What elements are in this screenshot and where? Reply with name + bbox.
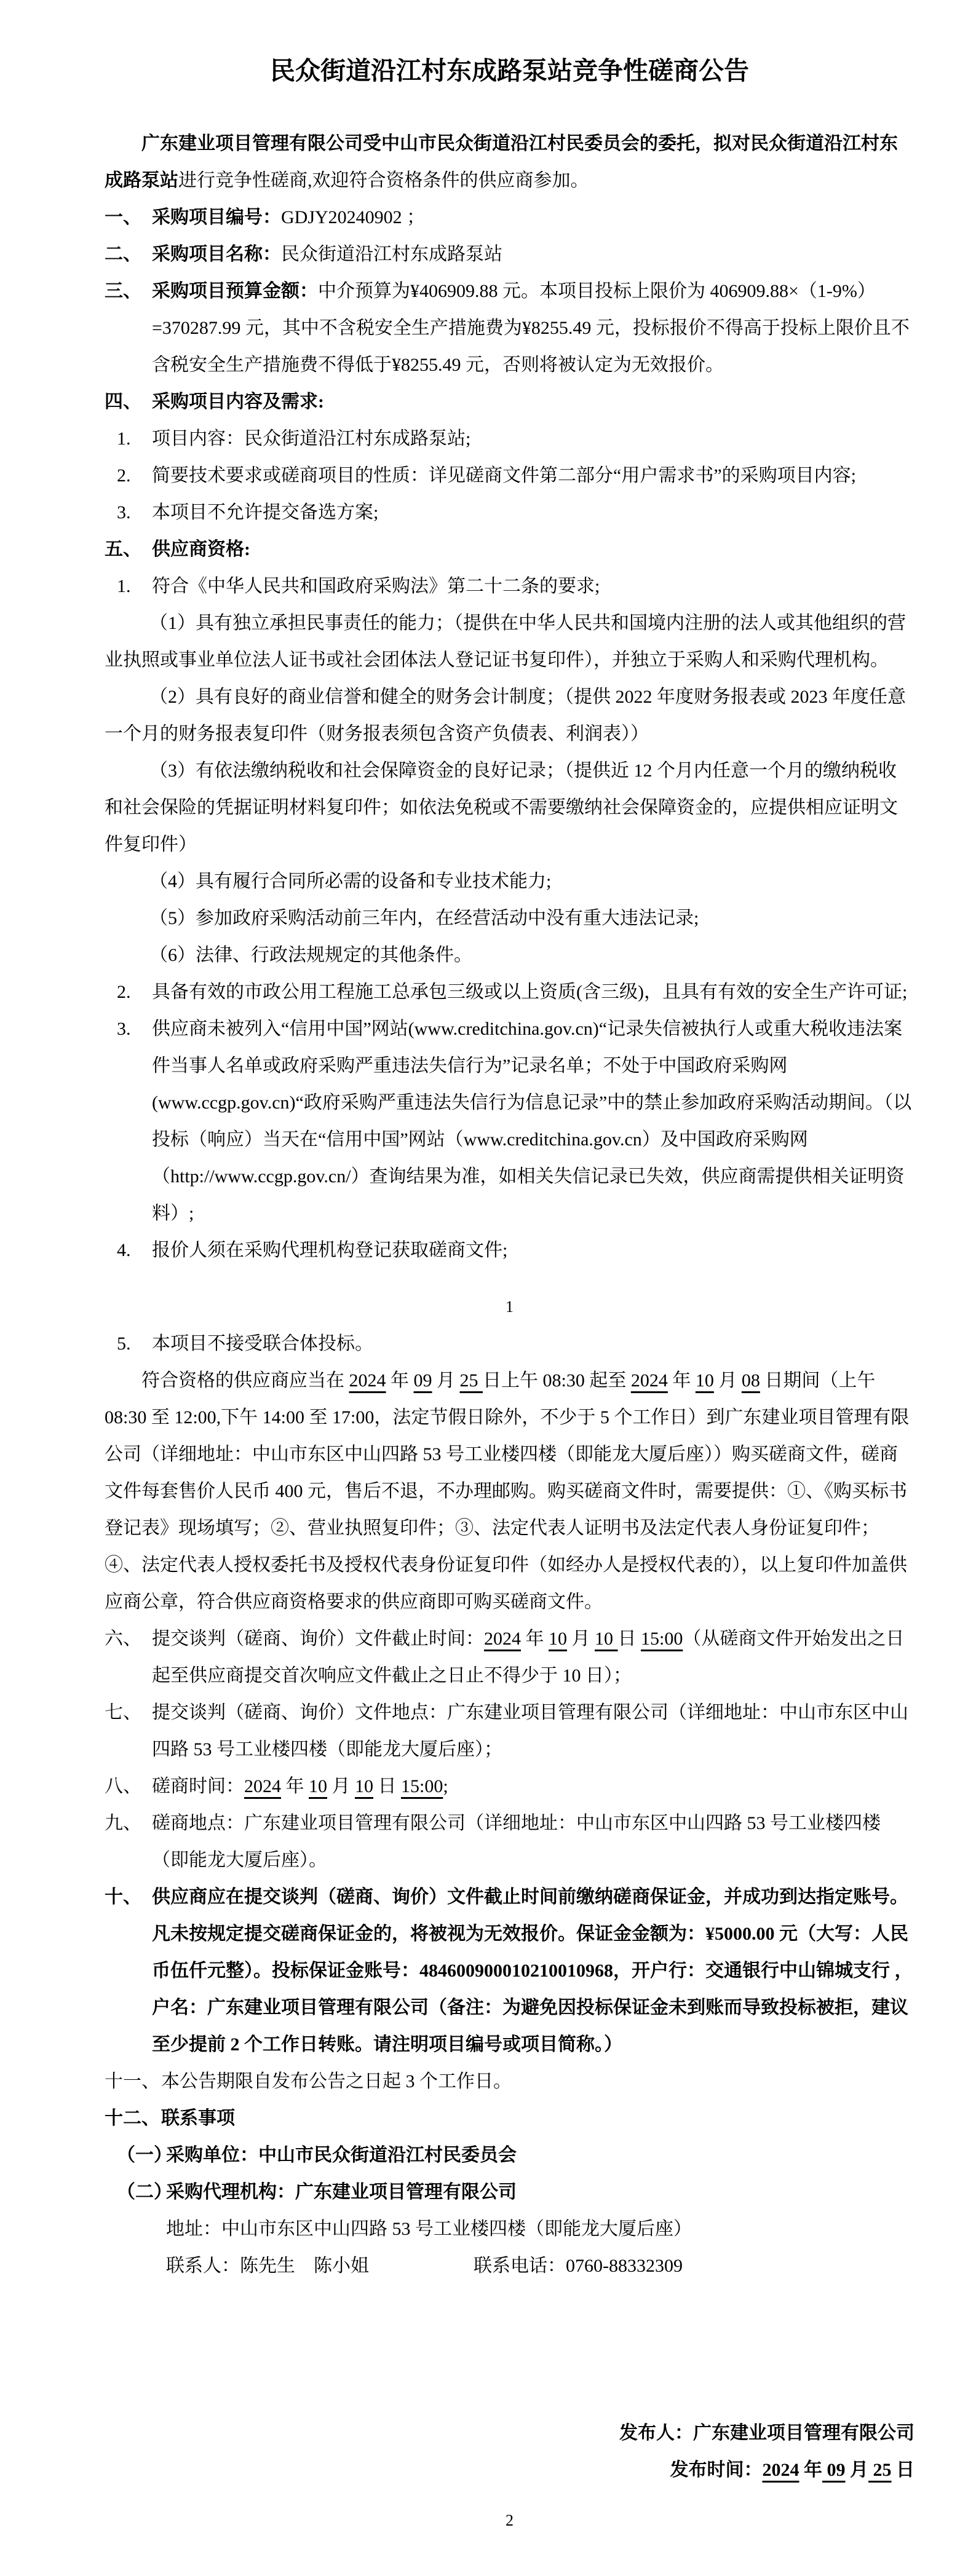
item-6-deadline-run-6: 10 <box>595 1629 618 1649</box>
publish-date-line-run-4: 月 <box>845 2460 868 2480</box>
item-7-submit-location-run-1: 提交谈判（磋商、询价）文件地点：广东建业项目管理有限公司（详细地址：中山市东区中山四路 53 号工业楼四楼（即能龙大厦后座）； <box>152 1702 908 1760</box>
document-purchase-paragraph-run-6: 日上午 08:30 起至 <box>483 1370 631 1391</box>
item-3-budget-run-1: 采购项目预算金额： <box>152 281 318 301</box>
item-7-submit-location <box>105 1694 915 1768</box>
item-5-sub-2-run-1: 具备有效的市政公用工程施工总承包三级或以上资质(含三级)，且具有有效的安全生产许可证; <box>152 982 908 1002</box>
publisher-line <box>105 2415 915 2452</box>
document-purchase-paragraph-run-4: 月 <box>432 1370 460 1391</box>
intro-paragraph-run-0: 广东建业项目管理有限公司受中山市民众街道沿江村民委员会的委托，拟对民众街道沿江村东成路泵站 <box>105 133 898 191</box>
page-number-2-run-0: 2 <box>506 2511 514 2529</box>
item-5-sub-5-run-1: 本项目不接受联合体投标。 <box>152 1333 373 1354</box>
item-5-qualification-header-run-1: 供应商资格: <box>152 539 250 559</box>
item-8-negotiation-time-run-3: 年 <box>281 1776 309 1796</box>
item-11-announcement-period-run-1: 本公告期限自发布公告之日起 3 个工作日。 <box>161 2071 512 2092</box>
page-number-2 <box>105 2502 915 2539</box>
qual-detail-1 <box>105 605 915 679</box>
item-4-sub-3-run-0: 3. <box>117 502 131 523</box>
qual-detail-1-run-0: （1）具有独立承担民事责任的能力；（提供在中华人民共和国境内注册的法人或其他组织的营业执照或事业单位法人证书或社会团体法人登记证书复印件），并独立于采购人和采购代理机构。 <box>105 613 906 670</box>
item-10-deposit-run-1: 供应商应在提交谈判（磋商、询价）文件截止时间前缴纳磋商保证金，并成功到达指定账号。凡未按规定提交磋商保证金的，将被视为无效报价。保证金金额为：¥5000.00 元（大写：人民币伍仟元整）。投标保证金账号：484600900010210010968，开户行：交通银行中山锦城支行 ，户名：广东建业项目管理有限公司（备注：为避免因投标保证金未到账而导致投标被拒，建议至少提前 2 个工作日转账。请注明项目编号或项目简称。） <box>152 1887 913 2055</box>
item-1-project-number <box>105 199 915 236</box>
intro-paragraph-run-1: 进行竞争性磋商,欢迎符合资格条件的供应商参加。 <box>178 170 589 191</box>
publisher-line-run-0: 发布人：广东建业项目管理有限公司 <box>619 2423 915 2443</box>
item-9-negotiation-location-run-1: 磋商地点：广东建业项目管理有限公司（详细地址：中山市东区中山四路 53 号工业楼四楼（即能龙大厦后座）。 <box>152 1813 881 1870</box>
item-12-contact-header <box>105 2100 915 2137</box>
item-5-sub-4 <box>117 1232 915 1269</box>
page-number-1-run-0: 1 <box>506 1298 514 1316</box>
document-purchase-paragraph-run-9: 10 <box>695 1370 714 1391</box>
publish-date-line-run-0: 发布时间： <box>670 2460 763 2480</box>
item-4-sub-1 <box>117 421 915 457</box>
item-6-deadline-run-4: 10 <box>549 1629 567 1649</box>
document-purchase-paragraph-run-7: 2024 <box>630 1370 668 1391</box>
contact-agency-run-1: 采购代理机构：广东建业项目管理有限公司 <box>166 2182 517 2202</box>
document-purchase-paragraph-run-10: 月 <box>713 1370 742 1391</box>
item-5-sub-3-run-1: 供应商未被列入“信用中国”网站(www.creditchina.gov.cn)“记录失信被执行人或重大税收违法案件当事人名单或政府采购严重违法失信行为”记录名单；不处于中国政府采购网(www.ccgp.gov.cn)“政府采购严重违法失信行为信息记录”中的禁止参加政府采购活动期间。（以投标（响应）当天在“信用中国”网站（www.creditchina.gov.cn）及中国政府采购网（http://www.ccgp.gov.cn/）查询结果为准，如相关失信记录已失效，供应商需提供相关证明资料）; <box>152 1019 912 1223</box>
document-purchase-paragraph-run-0: 符合资格的供应商应当在 <box>141 1370 349 1391</box>
contact-persons <box>166 2248 915 2285</box>
item-8-negotiation-time-run-5: 月 <box>327 1776 355 1796</box>
item-5-sub-3-run-0: 3. <box>117 1019 131 1039</box>
document-purchase-paragraph-run-1: 2024 <box>349 1370 386 1391</box>
item-12-contact-header-run-1: 联系事项 <box>161 2108 235 2128</box>
publish-date-line-run-1: 2024 <box>762 2460 799 2480</box>
document-purchase-paragraph-run-2: 年 <box>386 1370 414 1391</box>
item-6-deadline-run-8: 15:00 <box>641 1629 683 1649</box>
item-6-deadline-run-9: （从磋商文件开始发出之日起至供应商提交首次响应文件截止之日止不得少于 10 日）； <box>152 1629 905 1686</box>
qual-detail-4 <box>105 863 915 900</box>
item-10-deposit-run-0: 十、 <box>105 1887 141 1907</box>
item-5-sub-4-run-0: 4. <box>117 1240 131 1260</box>
contact-address <box>166 2211 915 2248</box>
item-9-negotiation-location <box>105 1805 915 1879</box>
item-5-sub-3 <box>117 1011 915 1232</box>
item-3-budget-run-0: 三、 <box>105 281 141 301</box>
item-8-negotiation-time-run-4: 10 <box>309 1776 327 1796</box>
contact-persons-run-2: 联系电话：0760-88332309 <box>474 2256 683 2276</box>
item-6-deadline <box>105 1621 915 1694</box>
item-1-project-number-run-1: 采购项目编号： <box>152 207 281 227</box>
item-2-project-name-run-0: 二、 <box>105 244 141 264</box>
item-4-content-header-run-1: 采购项目内容及需求: <box>152 392 324 412</box>
item-4-sub-1-run-1: 项目内容：民众街道沿江村东成路泵站; <box>152 429 471 449</box>
item-2-project-name-run-2: 民众街道沿江村东成路泵站 <box>281 244 502 264</box>
qual-detail-2-run-0: （2）具有良好的商业信誉和健全的财务会计制度；（提供 2022 年度财务报表或 2023 年度任意一个月的财务报表复印件（财务报表须包含资产负债表、利润表）） <box>105 687 906 744</box>
item-5-sub-5 <box>117 1326 915 1362</box>
contact-agency-run-0: （二） <box>117 2182 172 2202</box>
qual-detail-3 <box>105 753 915 863</box>
item-4-sub-3 <box>117 494 915 531</box>
item-5-qualification-header-run-0: 五、 <box>105 539 141 559</box>
document-purchase-paragraph-run-5: 25 <box>459 1370 483 1391</box>
item-5-sub-1 <box>117 568 915 605</box>
item-8-negotiation-time-run-0: 八、 <box>105 1776 141 1796</box>
item-7-submit-location-run-0: 七、 <box>105 1702 141 1723</box>
contact-agency <box>117 2174 915 2211</box>
qual-detail-4-run-0: （4）具有履行合同所必需的设备和专业技术能力; <box>149 871 552 891</box>
item-6-deadline-run-2: 2024 <box>484 1629 521 1649</box>
qual-detail-5 <box>105 900 915 937</box>
item-5-sub-4-run-1: 报价人须在采购代理机构登记获取磋商文件; <box>152 1240 508 1260</box>
contact-address-run-0: 地址：中山市东区中山四路 53 号工业楼四楼（即能龙大厦后座） <box>166 2219 692 2239</box>
item-3-budget <box>105 273 915 384</box>
item-8-negotiation-time-run-6: 10 <box>355 1776 373 1796</box>
item-2-project-name-run-1: 采购项目名称： <box>152 244 281 264</box>
page-number-1 <box>105 1289 915 1326</box>
document-purchase-paragraph <box>105 1362 915 1621</box>
contact-purchaser-run-1: 采购单位：中山市民众街道沿江村民委员会 <box>166 2145 517 2165</box>
qual-detail-3-run-0: （3）有依法缴纳税收和社会保障资金的良好记录；（提供近 12 个月内任意一个月的缴纳税收和社会保险的凭据证明材料复印件；如依法免税或不需要缴纳社会保障资金的，应提供相应证明文件复印件） <box>105 761 898 855</box>
item-8-negotiation-time-run-1: 磋商时间： <box>152 1776 244 1796</box>
intro-paragraph <box>105 125 915 199</box>
document-body <box>105 125 915 2539</box>
item-8-negotiation-time-run-8: 15:00 <box>401 1776 443 1796</box>
item-8-negotiation-time <box>105 1768 915 1805</box>
item-8-negotiation-time-run-9: ; <box>443 1776 448 1796</box>
publish-date-line-run-2: 年 <box>799 2460 822 2480</box>
item-12-contact-header-run-0: 十二、 <box>105 2108 160 2128</box>
document-purchase-paragraph-run-8: 年 <box>667 1370 696 1391</box>
document-purchase-paragraph-run-3: 09 <box>413 1370 432 1391</box>
contact-purchaser-run-0: （一） <box>117 2145 172 2165</box>
contact-persons-run-0: 联系人：陈先生 陈小姐 <box>166 2256 369 2276</box>
item-5-sub-2-run-0: 2. <box>117 982 131 1002</box>
item-11-announcement-period <box>105 2063 915 2100</box>
document-purchase-paragraph-run-12: 日期间（上午 08:30 至 12:00,下午 14:00 至 17:00，法定节假日除外，不少于 5 个工作日）到广东建业项目管理有限公司（详细地址：中山市东区中山四路 53 号工业楼四楼（即能龙大厦后座））购买磋商文件，磋商文件每套售价人民币 400 元，售后不退，不办理邮购。购买磋商文件时，需要提供：①、《购买标书登记表》现场填写；②、营业执照复印件；③、法定代表人证明书及法定代表人身份证复印件；④、法定代表人授权委托书及授权代表身份证复印件（如经办人是授权代表的），以上复印件加盖供应商公章，符合供应商资格要求的供应商即可购买磋商文件。 <box>105 1370 910 1612</box>
publish-date-line-run-5: 25 <box>868 2460 892 2480</box>
publish-date-line <box>105 2452 915 2489</box>
item-10-deposit <box>105 1879 915 2063</box>
item-2-project-name <box>105 236 915 273</box>
item-3-budget-run-2: 中介预算为¥406909.88 元。本项目投标上限价为 406909.88×（1-9%）=370287.99 元，其中不含税安全生产措施费为¥8255.49 元，投标报价不得高于投标上限价且不含税安全生产措施费不得低于¥8255.49 元，否则将被认定为无效报价。 <box>152 281 910 375</box>
item-6-deadline-run-1: 提交谈判（磋商、询价）文件截止时间： <box>152 1629 484 1649</box>
item-5-sub-5-run-0: 5. <box>117 1333 131 1354</box>
document-title: 民众街道沿江村东成路泵站竞争性磋商公告 <box>270 56 749 85</box>
item-6-deadline-run-5: 月 <box>567 1629 595 1649</box>
item-8-negotiation-time-run-7: 日 <box>373 1776 401 1796</box>
document-purchase-paragraph-run-11: 08 <box>741 1370 760 1391</box>
publish-date-line-run-6: 日 <box>891 2460 915 2480</box>
item-1-project-number-run-0: 一、 <box>105 207 141 227</box>
qual-detail-2 <box>105 679 915 753</box>
item-8-negotiation-time-run-2: 2024 <box>244 1776 281 1796</box>
item-4-content-header <box>105 384 915 421</box>
item-5-sub-2 <box>117 974 915 1011</box>
qual-detail-6 <box>105 937 915 974</box>
contact-purchaser <box>117 2137 915 2174</box>
item-4-sub-3-run-1: 本项目不允许提交备选方案; <box>152 502 379 523</box>
qual-detail-5-run-0: （5）参加政府采购活动前三年内，在经营活动中没有重大违法记录; <box>149 908 699 928</box>
publish-date-line-run-3: 09 <box>822 2460 846 2480</box>
qual-detail-6-run-0: （6）法律、行政法规规定的其他条件。 <box>149 945 472 965</box>
item-4-sub-2-run-1: 简要技术要求或磋商项目的性质：详见磋商文件第二部分“用户需求书”的采购项目内容; <box>152 465 856 486</box>
item-4-content-header-run-0: 四、 <box>105 392 141 412</box>
item-11-announcement-period-run-0: 十一、 <box>105 2071 160 2092</box>
item-4-sub-1-run-0: 1. <box>117 429 131 449</box>
item-4-sub-2-run-0: 2. <box>117 465 131 486</box>
item-5-sub-1-run-0: 1. <box>117 576 131 596</box>
item-6-deadline-run-0: 六、 <box>105 1629 141 1649</box>
item-5-qualification-header <box>105 531 915 568</box>
item-6-deadline-run-3: 年 <box>521 1629 549 1649</box>
item-1-project-number-run-2: GDJY20240902 ； <box>281 207 426 227</box>
item-6-deadline-run-7: 日 <box>617 1629 641 1649</box>
item-4-sub-2 <box>117 457 915 494</box>
item-9-negotiation-location-run-0: 九、 <box>105 1813 141 1833</box>
item-5-sub-1-run-1: 符合《中华人民共和国政府采购法》第二十二条的要求; <box>152 576 600 596</box>
